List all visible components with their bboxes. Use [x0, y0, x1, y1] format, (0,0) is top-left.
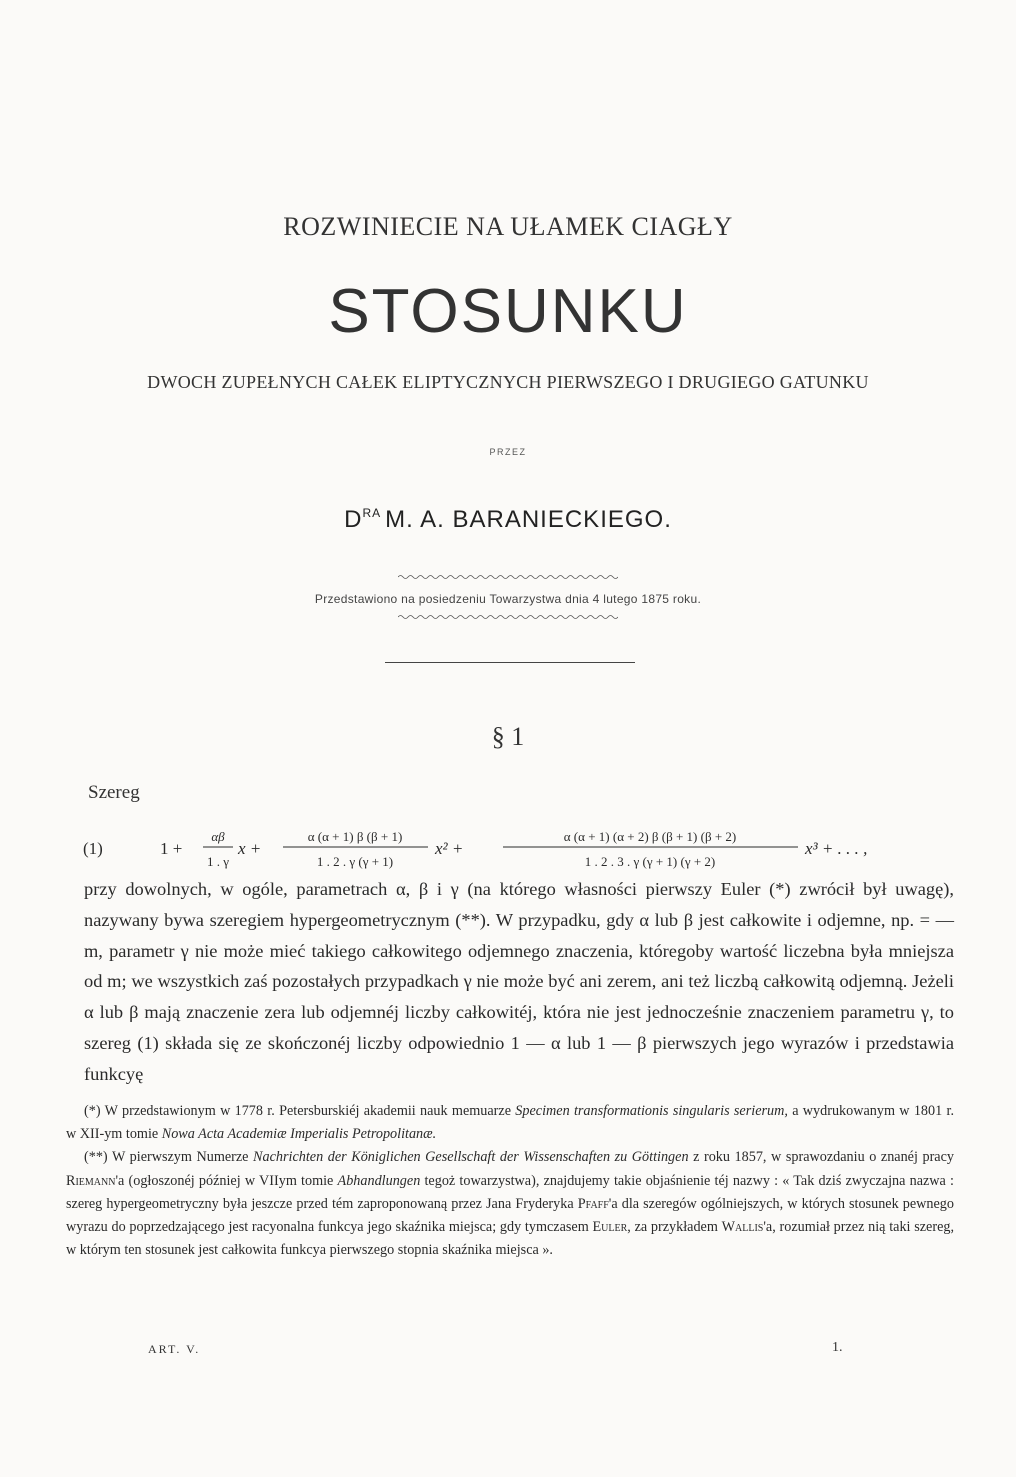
footnote-1-text-a: (*) W przedstawionym w 1778 r. Petersburskiéj akademii nauk memuarze [84, 1103, 516, 1119]
author-name: M. A. BARANIECKIEGO. [385, 506, 672, 533]
footnote-2-italic-b: Abhandlungen [337, 1172, 421, 1189]
hypergeometric-series-formula [83, 814, 943, 874]
term1-numerator: αβ [211, 829, 225, 844]
term3-variable: x³ + . . . , [805, 839, 868, 858]
footnote-1-italic-b: Nowa Acta Academiæ Imperialis Petropolitanæ. [161, 1126, 437, 1143]
footnote-2-name-pfaff: Pfaff [577, 1195, 609, 1212]
footnote-1-text-b: a wydrukowanym w 1801 r. w XII-ym tomie [66, 1103, 954, 1143]
footnote-2-text-b: z roku 1857, w sprawozdaniu o znanéj pracy [688, 1149, 954, 1166]
presentation-note: Przedstawiono na posiedzeniu Towarzystwa dnia 4 lutego 1875 roku. [314, 592, 702, 606]
by-label: PRZEZ [489, 447, 527, 457]
page-number: 1. [832, 1340, 843, 1355]
footnote-2-text-f: , za przykładem [627, 1219, 722, 1236]
footnote-1-italic-a: Specimen transformationis singularis serierum, [515, 1103, 788, 1119]
subtitle: DWOCH ZUPEŁNYCH CAŁEK ELIPTYCZNYCH PIERWSZEGO I DRUGIEGO GATUNKU [147, 372, 869, 392]
article-label: ART. V. [148, 1342, 201, 1356]
equation-number: (1) [83, 839, 103, 858]
term3-denominator: 1 . 2 . 3 . γ (γ + 1) (γ + 2) [584, 854, 716, 869]
footnote-2 [66, 1146, 954, 1262]
author-superscript: RA [362, 506, 382, 520]
term2-denominator: 1 . 2 . γ (γ + 1) [316, 854, 394, 869]
footnote-1 [66, 1100, 954, 1146]
footnote-2-name-riemann: Riemann [66, 1172, 116, 1189]
footnote-2-italic-a: Nachrichten der Königlichen Gesellschaft der Wissenschaften zu Göttingen [253, 1149, 689, 1166]
wavy-rule-bottom [0, 614, 1016, 620]
footnote-2-text-e: 'a dla szeregów ogólniejszych, w których stosunek pewnego wyrazu do poprzedzającego jest racyonalna funkcya jego skaźnika miejsca; gdy tymczasem [66, 1195, 954, 1236]
term3-numerator: α (α + 1) (α + 2) β (β + 1) (β + 2) [563, 829, 737, 844]
intro-word: Szereg [88, 782, 140, 803]
footnote-2-text-g: 'a, rozumiał przez nią taki szereg, w którym ten stosunek jest całkowita funkcya pierwszego stopnia skaźnika miejsca ». [66, 1219, 955, 1259]
author-prefix: D [344, 506, 363, 533]
term2-variable: x² + [435, 839, 464, 858]
footnotes [66, 1100, 954, 1262]
separator-rule [385, 662, 635, 663]
main-title: STOSUNKU [328, 277, 688, 346]
body-paragraph [84, 874, 954, 1090]
title-line-1: ROZWINIECIE NA UŁAMEK CIAGŁY [283, 212, 733, 241]
term1-denominator: 1 . γ [207, 854, 229, 869]
footnote-2-text-c: 'a (ogłoszonéj później w VIIym tomie [115, 1172, 338, 1189]
footnote-2-name-wallis: Wallis [721, 1219, 764, 1236]
footnote-2-text-a: (**) W pierwszym Numerze [84, 1149, 254, 1166]
footnote-2-text-d: tegoż towarzystwa), znajdujemy takie objaśnienie téj nazwy : « Tak dziś zwyczajna nazwa : szereg hypergeometryczny była jeszcze przed tém zaproponowaną przez Jana Fryderyka [66, 1172, 954, 1212]
section-heading: § 1 [491, 722, 525, 751]
author [0, 506, 1016, 534]
paragraph-text: przy dowolnych, w ogóle, parametrach α, β i γ (na którego własności pierwszy Euler (*) zwrócił był uwagę), nazywany bywa szeregiem hypergeometrycznym (**). W przypadku, gdy α lub β jest całkowite i odjemne, np. = — m, parametr γ nie może mieć takiego całkowitego odjemnego znaczenia, któregoby wartość liczebna była mniejsza od m; we wszystkich zaś pozostałych przypadkach γ nie może być ani zerem, ani też liczbą całkowitą odjemną. Jeżeli α lub β mają znaczenie zera lub odjemnéj liczby całkowitéj, która nie jest jednocześnie znaczeniem parametru γ, to szereg (1) składa się ze skończonéj liczby odpowiednio 1 — α lub 1 — β pierwszych jego wyrazów i przedstawia funkcyę [84, 879, 954, 1084]
term1-variable: x + [238, 839, 262, 858]
footnote-2-name-euler: Euler [592, 1219, 628, 1236]
term2-numerator: α (α + 1) β (β + 1) [307, 829, 403, 844]
wavy-rule-top [0, 574, 1016, 580]
formula-lead: 1 + [160, 839, 183, 858]
